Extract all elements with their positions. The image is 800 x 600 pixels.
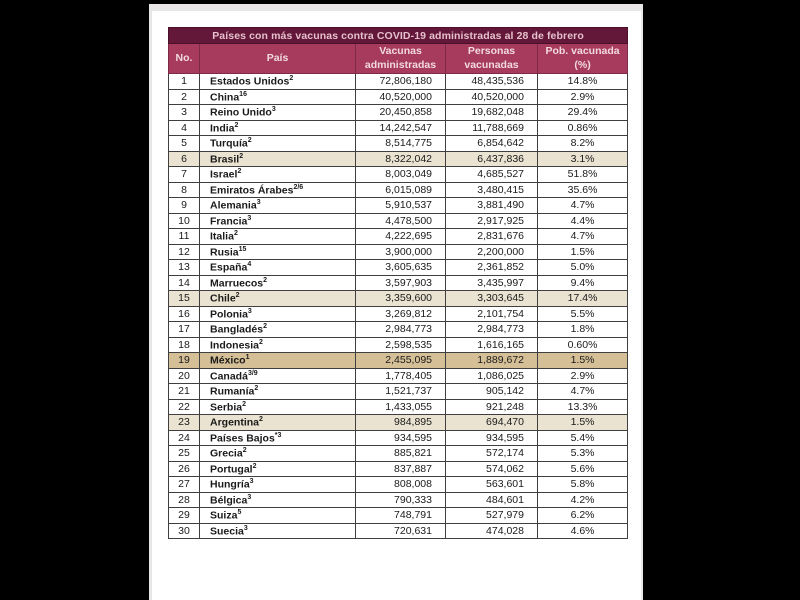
row-number: 30 [169, 523, 200, 539]
people-vaccinated-value: 1,889,672 [446, 353, 538, 369]
country-label: Rumanía [210, 385, 255, 398]
country-label: Indonesia [210, 339, 260, 352]
country-label: Estados Unidos [210, 75, 290, 88]
population-vaccinated-pct: 5.8% [538, 477, 628, 493]
column-header-people: Personas vacunadas [446, 44, 538, 74]
population-vaccinated-pct: 5.5% [538, 306, 628, 322]
population-vaccinated-pct: 13.3% [538, 399, 628, 415]
column-header-vaccines: Vacunas administradas [356, 44, 446, 74]
footnote-superscript: 3 [271, 106, 276, 114]
row-number: 11 [169, 229, 200, 245]
vaccines-administered-value: 3,597,903 [356, 275, 446, 291]
table-header-row [169, 44, 628, 74]
table-row [169, 136, 628, 152]
vaccines-administered-value: 934,595 [356, 430, 446, 446]
vaccines-administered-value: 984,895 [356, 415, 446, 431]
table-row [169, 446, 628, 462]
country-label: Argentina [210, 416, 260, 429]
population-vaccinated-pct: 1.5% [538, 415, 628, 431]
country-label: Hungría [210, 478, 250, 491]
footnote-superscript: 2 [247, 137, 252, 145]
row-number: 7 [169, 167, 200, 183]
people-vaccinated-value: 484,601 [446, 492, 538, 508]
people-vaccinated-value: 2,200,000 [446, 244, 538, 260]
population-vaccinated-pct: 2.9% [538, 89, 628, 105]
table-row [169, 322, 628, 338]
population-vaccinated-pct: 9.4% [538, 275, 628, 291]
people-vaccinated-value: 563,601 [446, 477, 538, 493]
country-label: México [210, 354, 246, 367]
vaccines-table [168, 27, 628, 539]
vaccines-administered-value: 808,008 [356, 477, 446, 493]
row-number: 24 [169, 430, 200, 446]
table-row [169, 213, 628, 229]
country-name [200, 229, 356, 245]
population-vaccinated-pct: 5.4% [538, 430, 628, 446]
table-row [169, 244, 628, 260]
people-vaccinated-value: 4,685,527 [446, 167, 538, 183]
table-row [169, 477, 628, 493]
vaccines-administered-value: 1,433,055 [356, 399, 446, 415]
table-row [169, 368, 628, 384]
country-name [200, 167, 356, 183]
people-vaccinated-value: 1,086,025 [446, 368, 538, 384]
country-name [200, 120, 356, 136]
footnote-superscript: 3 [247, 214, 252, 222]
footnote-superscript: 16 [239, 90, 247, 98]
country-name [200, 182, 356, 198]
vaccines-administered-value: 1,778,405 [356, 368, 446, 384]
table-row [169, 461, 628, 477]
row-number: 3 [169, 105, 200, 121]
country-label: Reino Unido [210, 106, 272, 119]
row-number: 5 [169, 136, 200, 152]
vaccines-administered-value: 2,598,535 [356, 337, 446, 353]
country-name [200, 523, 356, 539]
row-number: 16 [169, 306, 200, 322]
footnote-superscript: 2 [252, 462, 257, 470]
footnote-superscript: 2 [263, 323, 268, 331]
row-number: 2 [169, 89, 200, 105]
row-number: 29 [169, 508, 200, 524]
country-label: Países Bajos [210, 432, 275, 445]
country-label: España [210, 261, 248, 274]
footnote-superscript: 3/9 [247, 369, 258, 377]
footnote-superscript: 2/6 [293, 183, 304, 191]
row-number: 10 [169, 213, 200, 229]
footnote-superscript: 15 [238, 245, 247, 253]
country-name [200, 291, 356, 307]
footnote-superscript: 2 [242, 447, 247, 455]
population-vaccinated-pct: 5.3% [538, 446, 628, 462]
people-vaccinated-value: 2,831,676 [446, 229, 538, 245]
country-name [200, 446, 356, 462]
row-number: 8 [169, 182, 200, 198]
people-vaccinated-value: 11,788,669 [446, 120, 538, 136]
population-vaccinated-pct: 4.7% [538, 229, 628, 245]
footnote-superscript: 2 [263, 276, 268, 284]
country-name [200, 508, 356, 524]
country-label: Grecia [210, 447, 243, 460]
people-vaccinated-value: 2,101,754 [446, 306, 538, 322]
footnote-superscript: 1 [245, 354, 250, 362]
footnote-superscript: 2 [233, 230, 238, 238]
people-vaccinated-value: 3,303,645 [446, 291, 538, 307]
country-name [200, 353, 356, 369]
people-vaccinated-value: 3,881,490 [446, 198, 538, 214]
people-vaccinated-value: 934,595 [446, 430, 538, 446]
country-name [200, 461, 356, 477]
vaccines-administered-value: 837,887 [356, 461, 446, 477]
row-number: 14 [169, 275, 200, 291]
country-label: Canadá [210, 370, 248, 383]
row-number: 21 [169, 384, 200, 400]
population-vaccinated-pct: 1.5% [538, 244, 628, 260]
vaccines-administered-value: 8,514,775 [356, 136, 446, 152]
country-name [200, 415, 356, 431]
people-vaccinated-value: 2,361,852 [446, 260, 538, 276]
row-number: 19 [169, 353, 200, 369]
population-vaccinated-pct: 8.2% [538, 136, 628, 152]
row-number: 6 [169, 151, 200, 167]
footnote-superscript: 2 [237, 168, 242, 176]
country-label: Bélgica [210, 494, 248, 507]
table-row [169, 353, 628, 369]
country-label: India [210, 122, 235, 135]
footnote-superscript: 2 [235, 292, 240, 300]
row-number: 23 [169, 415, 200, 431]
table-row [169, 275, 628, 291]
footnote-superscript: 2 [239, 152, 244, 160]
footnote-superscript: 3 [243, 524, 248, 532]
country-label: Polonia [210, 308, 248, 321]
table-row [169, 508, 628, 524]
population-vaccinated-pct: 17.4% [538, 291, 628, 307]
country-label: Alemania [210, 199, 257, 212]
country-label: Israel [210, 168, 238, 181]
row-number: 28 [169, 492, 200, 508]
row-number: 1 [169, 74, 200, 90]
table-row [169, 399, 628, 415]
footnote-superscript: *3 [274, 431, 282, 439]
country-name [200, 306, 356, 322]
country-name [200, 430, 356, 446]
vaccines-administered-value: 72,806,180 [356, 74, 446, 90]
country-name [200, 244, 356, 260]
row-number: 22 [169, 399, 200, 415]
country-name [200, 384, 356, 400]
vaccines-administered-value: 720,631 [356, 523, 446, 539]
row-number: 4 [169, 120, 200, 136]
population-vaccinated-pct: 0.86% [538, 120, 628, 136]
population-vaccinated-pct: 1.8% [538, 322, 628, 338]
vaccines-administered-value: 4,478,500 [356, 213, 446, 229]
population-vaccinated-pct: 0.60% [538, 337, 628, 353]
people-vaccinated-value: 574,062 [446, 461, 538, 477]
vaccines-administered-value: 8,003,049 [356, 167, 446, 183]
country-name [200, 275, 356, 291]
people-vaccinated-value: 6,437,836 [446, 151, 538, 167]
row-number: 20 [169, 368, 200, 384]
table-row [169, 260, 628, 276]
country-label: Suecia [210, 525, 244, 538]
footnote-superscript: 3 [249, 478, 254, 486]
column-header-no: No. [169, 44, 200, 74]
people-vaccinated-value: 3,435,997 [446, 275, 538, 291]
population-vaccinated-pct: 4.7% [538, 384, 628, 400]
table-row [169, 306, 628, 322]
row-number: 18 [169, 337, 200, 353]
country-label: Brasil [210, 153, 240, 166]
people-vaccinated-value: 694,470 [446, 415, 538, 431]
footnote-superscript: 3 [247, 307, 252, 315]
country-label: Bangladés [210, 323, 264, 336]
row-number: 27 [169, 477, 200, 493]
country-label: Francia [210, 215, 248, 228]
people-vaccinated-value: 474,028 [446, 523, 538, 539]
country-name [200, 74, 356, 90]
people-vaccinated-value: 3,480,415 [446, 182, 538, 198]
row-number: 12 [169, 244, 200, 260]
population-vaccinated-pct: 4.4% [538, 213, 628, 229]
people-vaccinated-value: 2,984,773 [446, 322, 538, 338]
footnote-superscript: 2 [234, 121, 239, 129]
people-vaccinated-value: 527,979 [446, 508, 538, 524]
row-number: 25 [169, 446, 200, 462]
country-name [200, 136, 356, 152]
vaccines-administered-value: 8,322,042 [356, 151, 446, 167]
vaccines-administered-value: 790,333 [356, 492, 446, 508]
country-name [200, 322, 356, 338]
population-vaccinated-pct: 1.5% [538, 353, 628, 369]
vaccines-administered-value: 1,521,737 [356, 384, 446, 400]
footnote-superscript: 3 [256, 199, 261, 207]
table-row [169, 430, 628, 446]
population-vaccinated-pct: 4.6% [538, 523, 628, 539]
footnote-superscript: 5 [237, 509, 242, 517]
document-page [149, 4, 643, 600]
country-label: Emiratos Árabes [210, 184, 294, 197]
country-label: Marruecos [210, 277, 264, 290]
people-vaccinated-value: 921,248 [446, 399, 538, 415]
people-vaccinated-value: 40,520,000 [446, 89, 538, 105]
population-vaccinated-pct: 51.8% [538, 167, 628, 183]
vaccines-administered-value: 4,222,695 [356, 229, 446, 245]
table-row [169, 74, 628, 90]
country-label: Turquía [210, 137, 248, 150]
vaccines-administered-value: 3,359,600 [356, 291, 446, 307]
population-vaccinated-pct: 5.0% [538, 260, 628, 276]
table-title: Países con más vacunas contra COVID-19 administradas al 28 de febrero [169, 28, 628, 44]
country-name [200, 492, 356, 508]
table-row [169, 492, 628, 508]
column-header-pct: Pob. vacunada (%) [538, 44, 628, 74]
country-label: Portugal [210, 463, 253, 476]
vaccines-administered-value: 5,910,537 [356, 198, 446, 214]
footnote-superscript: 2 [254, 385, 259, 393]
people-vaccinated-value: 19,682,048 [446, 105, 538, 121]
country-name [200, 198, 356, 214]
country-label: Italia [210, 230, 234, 243]
country-name [200, 337, 356, 353]
column-header-country: País [200, 44, 356, 74]
row-number: 26 [169, 461, 200, 477]
table-row [169, 229, 628, 245]
people-vaccinated-value: 2,917,925 [446, 213, 538, 229]
population-vaccinated-pct: 4.7% [538, 198, 628, 214]
people-vaccinated-value: 6,854,642 [446, 136, 538, 152]
table-row [169, 384, 628, 400]
population-vaccinated-pct: 3.1% [538, 151, 628, 167]
vaccines-administered-value: 2,984,773 [356, 322, 446, 338]
population-vaccinated-pct: 4.2% [538, 492, 628, 508]
table-row [169, 167, 628, 183]
table-row [169, 291, 628, 307]
row-number: 17 [169, 322, 200, 338]
country-label: Rusia [210, 246, 239, 259]
row-number: 9 [169, 198, 200, 214]
table-row [169, 523, 628, 539]
country-name [200, 477, 356, 493]
vaccines-administered-value: 748,791 [356, 508, 446, 524]
population-vaccinated-pct: 6.2% [538, 508, 628, 524]
country-label: Serbia [210, 401, 243, 414]
table-row [169, 182, 628, 198]
footnote-superscript: 2 [242, 400, 247, 408]
vaccines-administered-value: 40,520,000 [356, 89, 446, 105]
country-label: China [210, 91, 240, 104]
table-row [169, 198, 628, 214]
people-vaccinated-value: 572,174 [446, 446, 538, 462]
table-row [169, 105, 628, 121]
country-name [200, 213, 356, 229]
population-vaccinated-pct: 35.6% [538, 182, 628, 198]
table-body [169, 74, 628, 539]
table-row [169, 337, 628, 353]
country-name [200, 399, 356, 415]
table-row [169, 151, 628, 167]
country-name [200, 260, 356, 276]
population-vaccinated-pct: 2.9% [538, 368, 628, 384]
country-name [200, 151, 356, 167]
people-vaccinated-value: 905,142 [446, 384, 538, 400]
vaccines-administered-value: 3,900,000 [356, 244, 446, 260]
row-number: 15 [169, 291, 200, 307]
people-vaccinated-value: 1,616,165 [446, 337, 538, 353]
country-name [200, 368, 356, 384]
country-label: Chile [210, 292, 236, 305]
population-vaccinated-pct: 5.6% [538, 461, 628, 477]
population-vaccinated-pct: 29.4% [538, 105, 628, 121]
vaccines-administered-value: 885,821 [356, 446, 446, 462]
people-vaccinated-value: 48,435,536 [446, 74, 538, 90]
footnote-superscript: 3 [247, 493, 252, 501]
table-row [169, 120, 628, 136]
vaccines-administered-value: 3,605,635 [356, 260, 446, 276]
table-row [169, 89, 628, 105]
footnote-superscript: 2 [259, 416, 263, 424]
table-row [169, 415, 628, 431]
population-vaccinated-pct: 14.8% [538, 74, 628, 90]
row-number: 13 [169, 260, 200, 276]
table-title-row [169, 28, 628, 44]
vaccines-administered-value: 20,450,858 [356, 105, 446, 121]
country-name [200, 105, 356, 121]
footnote-superscript: 2 [259, 338, 263, 346]
footnote-superscript: 4 [247, 261, 252, 269]
country-name [200, 89, 356, 105]
vaccines-administered-value: 14,242,547 [356, 120, 446, 136]
footnote-superscript: 2 [289, 75, 294, 83]
country-label: Suiza [210, 509, 238, 522]
vaccines-administered-value: 3,269,812 [356, 306, 446, 322]
vaccines-administered-value: 2,455,095 [356, 353, 446, 369]
vaccines-administered-value: 6,015,089 [356, 182, 446, 198]
